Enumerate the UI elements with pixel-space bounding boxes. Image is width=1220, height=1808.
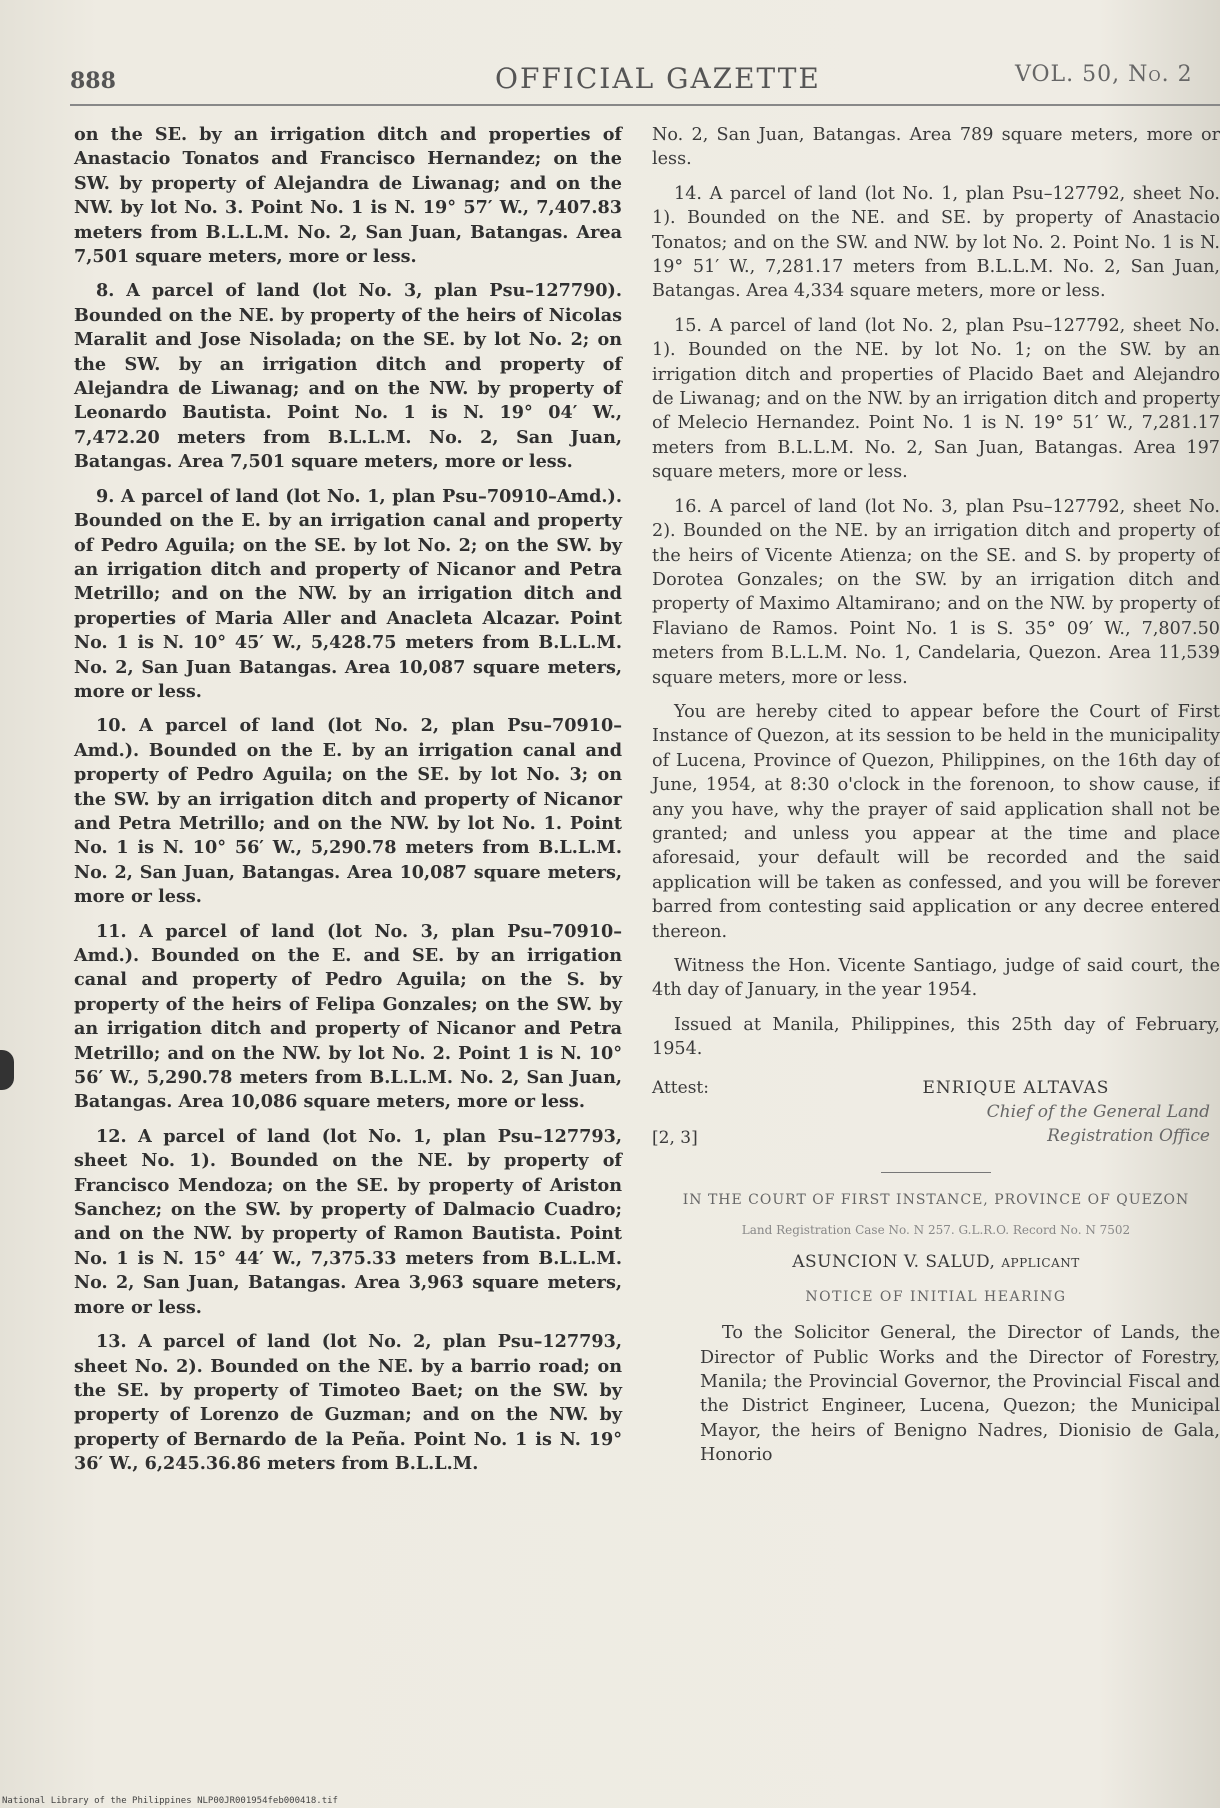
paragraph: 10. A parcel of land (lot No. 2, plan Psu–70910–Amd.). Bounded on the E. by an irrigation canal and property of Pedro Aguila; on the SE. by lot No. 3; on the SW. by an irrigation ditch and property of Nicanor and Petra Metrillo; and on the NW. by lot No. 1. Point No. 1 is N. 10° 56′ W., 5,290.78 meters from B.L.L.M. No. 2, San Juan, Batangas. Area 10,087 square meters, more or less. [74,715,622,908]
paragraph: Issued at Manila, Philippines, this 25th day of February, 1954. [652,1014,1220,1060]
paragraph: on the SE. by an irrigation ditch and properties of Anastacio Tonatos and Francisco Hernandez; on the SW. by property of Alejandra de Liwanag; and on the NW. by lot No. 3. Point No. 1 is N. 19° 57′ W., 7,407.83 meters from B.L.L.M. No. 2, San Juan, Batangas. Area 7,501 square meters, more or less. [74,124,622,268]
attestation-block [652,1076,1220,1151]
paragraph: 8. A parcel of land (lot No. 3, plan Psu–127790). Bounded on the NE. by property of the heirs of Nicolas Maralit and Jose Nisolada; on the SE. by lot No. 2; on the SW. by an irrigation ditch and property of Alejandra de Liwanag; and on the NW. by property of Leonardo Bautista. Point No. 1 is N. 19° 04′ W., 7,472.20 meters from B.L.L.M. No. 2, San Juan, Batangas. Area 7,501 square meters, more or less. [74,280,622,473]
binding-edge-mark [0,1050,14,1090]
paragraph: 16. A parcel of land (lot No. 3, plan Psu–127792, sheet No. 2). Bounded on the NE. by an irrigation ditch and property of the heirs of Vicente Atienza; on the SE. and S. by property of Dorotea Gonzales; on the SW. by an irrigation ditch and property of Maximo Altamirano; and on the NW. by property of Flaviano de Ramos. Point No. 1 is S. 35° 09′ W., 7,807.50 meters from B.L.L.M. No. 1, Candelaria, Quezon. Area 11,539 square meters, more or less. [652,496,1220,688]
paragraph: 14. A parcel of land (lot No. 1, plan Psu–127792, sheet No. 1). Bounded on the NE. and SE. by property of Anastacio Tonatos; and on the SW. and NW. by lot No. 2. Point No. 1 is N. 19° 51′ W., 7,281.17 meters from B.L.L.M. No. 2, San Juan, Batangas. Area 4,334 square meters, more or less. [652,183,1220,302]
header-rule [70,104,1220,106]
page-header [70,58,1220,98]
applicant-line: ASUNCION V. SALUD, applicant [792,1252,1080,1273]
signer-title-line2: Registration Office [1047,1126,1210,1147]
paragraph: 13. A parcel of land (lot No. 2, plan Psu–127793, sheet No. 2). Bounded on the NE. by a barrio road; on the SE. by property of Timoteo Baet; on the SW. by property of Lorenzo de Guzman; and on the NW. by property of Bernardo de la Peña. Point No. 1 is N. 19° 36′ W., 6,245.36.86 meters from B.L.L.M. [74,1331,622,1475]
scan-footer: National Library of the Philippines NLP00JR001954feb000418.tif [2,1796,338,1806]
issue-code: [2, 3] [652,1128,698,1149]
signer-name: ENRIQUE ALTAVAS [922,1077,1110,1098]
page-number: 888 [70,68,116,94]
paragraph: You are hereby cited to appear before the Court of First Instance of Quezon, at its session to be held in the municipality of Lucena, Province of Quezon, Philippines, on the 16th day of June, 1954, at 8:30 o'clock in the forenoon, to show cause, if any you have, why the prayer of said application shall not be granted; and unless you appear at the time and place aforesaid, your default will be recorded and the said application will be taken as confessed, and you will be forever barred from contesting said application or any decree entered thereon. [652,701,1220,942]
publication-title: OFFICIAL GAZETTE [495,62,821,95]
paragraph: 15. A parcel of land (lot No. 2, plan Psu–127792, sheet No. 1). Bounded on the NE. by lot No. 1; on the SW. by an irrigation ditch and properties of Placido Baet and Alejandro de Liwanag; and on the NW. by an irrigation ditch and property of Melecio Hernandez. Point No. 1 is N. 19° 51′ W., 7,281.17 meters from B.L.L.M. No. 2, San Juan, Batangas. Area 197 square meters, more or less. [652,315,1220,483]
court-heading: IN THE COURT OF FIRST INSTANCE, PROVINCE OF QUEZON [682,1192,1190,1209]
case-line: Land Registration Case No. N 257. G.L.R.O. Record No. N 7502 [741,1223,1131,1238]
address-paragraph: To the Solicitor General, the Director of Lands, the Director of Public Works and the Director of Forestry, Manila; the Provincial Governor, the Provincial Fiscal and the District Engineer, Lucena, Quezon; the Municipal Mayor, the heirs of Benigno Nadres, Dionisio de Gala, Honorio [700,1323,1220,1466]
paragraph: Witness the Hon. Vicente Santiago, judge of said court, the 4th day of January, in the year 1954. [652,956,1220,1001]
paragraph: 11. A parcel of land (lot No. 3, plan Psu–70910–Amd.). Bounded on the E. and SE. by an irrigation canal and property of Pedro Aguila; on the S. by property of the heirs of Felipa Gonzales; on the SW. by an irrigation ditch and property of Nicanor and Petra Metrillo; and on the NW. by lot No. 2. Point 1 is N. 10° 56′ W., 5,290.78 meters from B.L.L.M. No. 2, San Juan, Batangas. Area 10,086 square meters, more or less. [74,920,622,1113]
paragraph: No. 2, San Juan, Batangas. Area 789 square meters, more or less. [652,125,1220,170]
volume-label: VOL. 50, No. 2 [1015,62,1193,87]
right-column [652,123,1220,1478]
signer-title-line1: Chief of the General Land [986,1102,1210,1123]
paragraph: 9. A parcel of land (lot No. 1, plan Psu–70910–Amd.). Bounded on the E. by an irrigation canal and property of Pedro Aguila; on the SE. by lot No. 2; on the SW. by an irrigation ditch and property of Nicanor and Petra Metrillo; and on the NW. by an irrigation ditch and properties of Maria Aller and Anacleta Alcazar. Point No. 1 is N. 10° 45′ W., 5,428.75 meters from B.L.L.M. No. 2, San Juan Batangas. Area 10,087 square meters, more or less. [74,485,622,702]
paragraph: 12. A parcel of land (lot No. 1, plan Psu–127793, sheet No. 1). Bounded on the NE. by property of Francisco Mendoza; on the SE. by property of Ariston Sanchez; on the SW. by property of Dalmacio Cuadro; and on the NW. by property of Ramon Bautista. Point No. 1 is N. 15° 44′ W., 7,375.33 meters from B.L.L.M. No. 2, San Juan, Batangas. Area 3,963 square meters, more or less. [74,1125,622,1318]
notice-title: NOTICE OF INITIAL HEARING [805,1288,1067,1305]
attest-label: Attest: [652,1077,709,1098]
left-column [74,123,622,1487]
section-divider [881,1172,991,1173]
